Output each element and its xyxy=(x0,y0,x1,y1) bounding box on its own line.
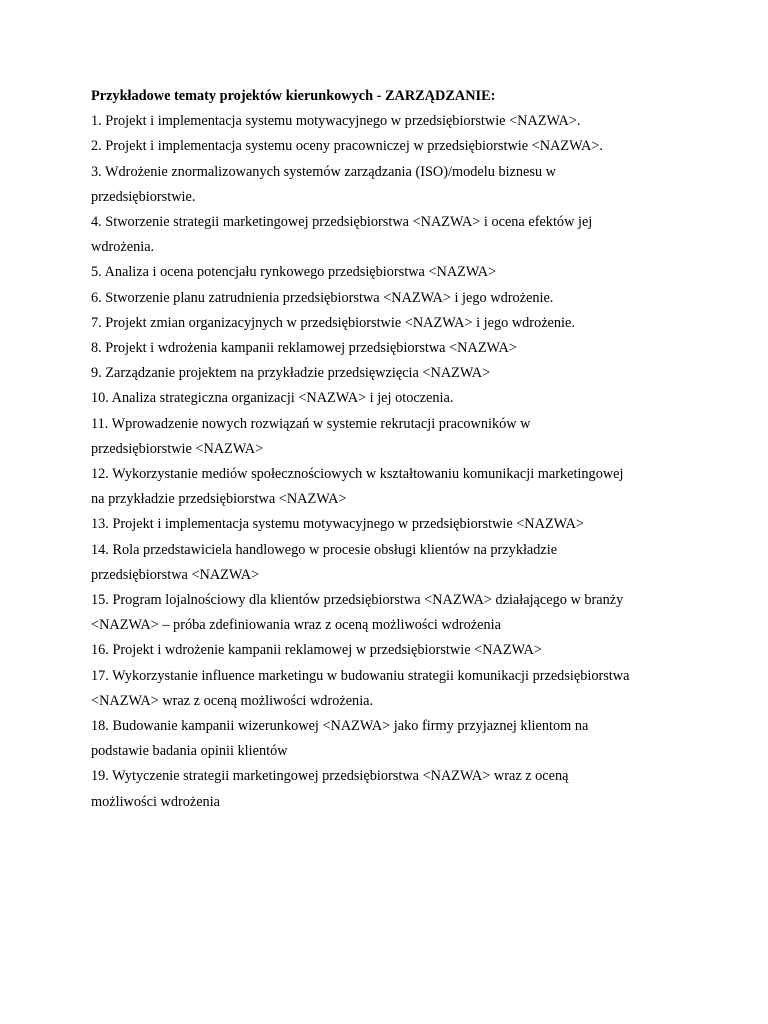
document-content xyxy=(91,84,691,815)
topic-item-line: 14. Rola przedstawiciela handlowego w procesie obsługi klientów na przykładzie xyxy=(91,541,558,558)
topic-item xyxy=(91,664,691,714)
topic-item xyxy=(91,714,691,764)
topic-item-line: 7. Projekt zmian organizacyjnych w przedsiębiorstwie <NAZWA> i jego wdrożenie. xyxy=(91,314,575,331)
topic-item-line: 12. Wykorzystanie mediów społecznościowych w kształtowaniu komunikacji marketingowej xyxy=(91,466,624,483)
topic-item-line: 3. Wdrożenie znormalizowanych systemów zarządzania (ISO)/modelu biznesu w xyxy=(91,163,557,180)
topic-item xyxy=(91,386,691,411)
document-title: Przykładowe tematy projektów kierunkowych - ZARZĄDZANIE: xyxy=(91,88,496,104)
topic-item xyxy=(91,160,691,210)
topic-item-line: 13. Projekt i implementacja systemu motywacyjnego w przedsiębiorstwie <NAZWA> xyxy=(91,516,584,533)
topic-item xyxy=(91,588,691,638)
topic-item xyxy=(91,109,691,134)
topic-item-line: 4. Stworzenie strategii marketingowej przedsiębiorstwa <NAZWA> i ocena efektów jej xyxy=(91,214,593,231)
topic-item xyxy=(91,210,691,260)
topic-item-line: 8. Projekt i wdrożenia kampanii reklamowej przedsiębiorstwa <NAZWA> xyxy=(91,340,517,357)
topic-item xyxy=(91,462,691,512)
topic-item-line: 11. Wprowadzenie nowych rozwiązań w systemie rekrutacji pracowników w xyxy=(91,415,531,432)
topic-item-line: 10. Analiza strategiczna organizacji <NAZWA> i jej otoczenia. xyxy=(91,390,454,407)
topic-item xyxy=(91,512,691,537)
topic-item-line: 5. Analiza i ocena potencjału rynkowego przedsiębiorstwa <NAZWA> xyxy=(91,264,497,281)
topic-item xyxy=(91,134,691,159)
topic-list xyxy=(91,109,691,815)
topic-item-line: 18. Budowanie kampanii wizerunkowej <NAZWA> jako firmy przyjaznej klientom na xyxy=(91,718,589,735)
topic-item xyxy=(91,361,691,386)
topic-item-line: <NAZWA> wraz z oceną możliwości wdrożenia. xyxy=(91,692,374,709)
topic-item-line: 6. Stworzenie planu zatrudnienia przedsiębiorstwa <NAZWA> i jego wdrożenie. xyxy=(91,289,554,306)
topic-item xyxy=(91,286,691,311)
topic-item-line: możliwości wdrożenia xyxy=(91,793,221,810)
topic-item-line: przedsiębiorstwa <NAZWA> xyxy=(91,566,260,583)
topic-item-line: przedsiębiorstwie. xyxy=(91,188,196,205)
topic-item-line: 9. Zarządzanie projektem na przykładzie przedsięwzięcia <NAZWA> xyxy=(91,365,491,382)
topic-item-line: <NAZWA> – próba zdefiniowania wraz z oceną możliwości wdrożenia xyxy=(91,617,501,634)
topic-item-line: 15. Program lojalnościowy dla klientów przedsiębiorstwa <NAZWA> działającego w branży xyxy=(91,592,624,609)
topic-item xyxy=(91,311,691,336)
topic-item xyxy=(91,336,691,361)
topic-item-line: 2. Projekt i implementacja systemu oceny pracowniczej w przedsiębiorstwie <NAZWA>. xyxy=(91,138,603,155)
topic-item-line: 17. Wykorzystanie influence marketingu w budowaniu strategii komunikacji przedsiębiorstwa xyxy=(91,667,630,684)
topic-item-line: podstawie badania opinii klientów xyxy=(91,743,288,760)
topic-item-line: wdrożenia. xyxy=(91,239,155,256)
topic-item xyxy=(91,260,691,285)
topic-item xyxy=(91,538,691,588)
topic-item-line: 1. Projekt i implementacja systemu motywacyjnego w przedsiębiorstwie <NAZWA>. xyxy=(91,113,581,130)
topic-item-line: 16. Projekt i wdrożenie kampanii reklamowej w przedsiębiorstwie <NAZWA> xyxy=(91,642,542,659)
topic-item xyxy=(91,764,691,814)
topic-item xyxy=(91,412,691,462)
topic-item-line: na przykładzie przedsiębiorstwa <NAZWA> xyxy=(91,491,347,508)
topic-item-line: 19. Wytyczenie strategii marketingowej przedsiębiorstwa <NAZWA> wraz z oceną xyxy=(91,768,569,785)
topic-item-line: przedsiębiorstwie <NAZWA> xyxy=(91,440,264,457)
topic-item xyxy=(91,638,691,663)
